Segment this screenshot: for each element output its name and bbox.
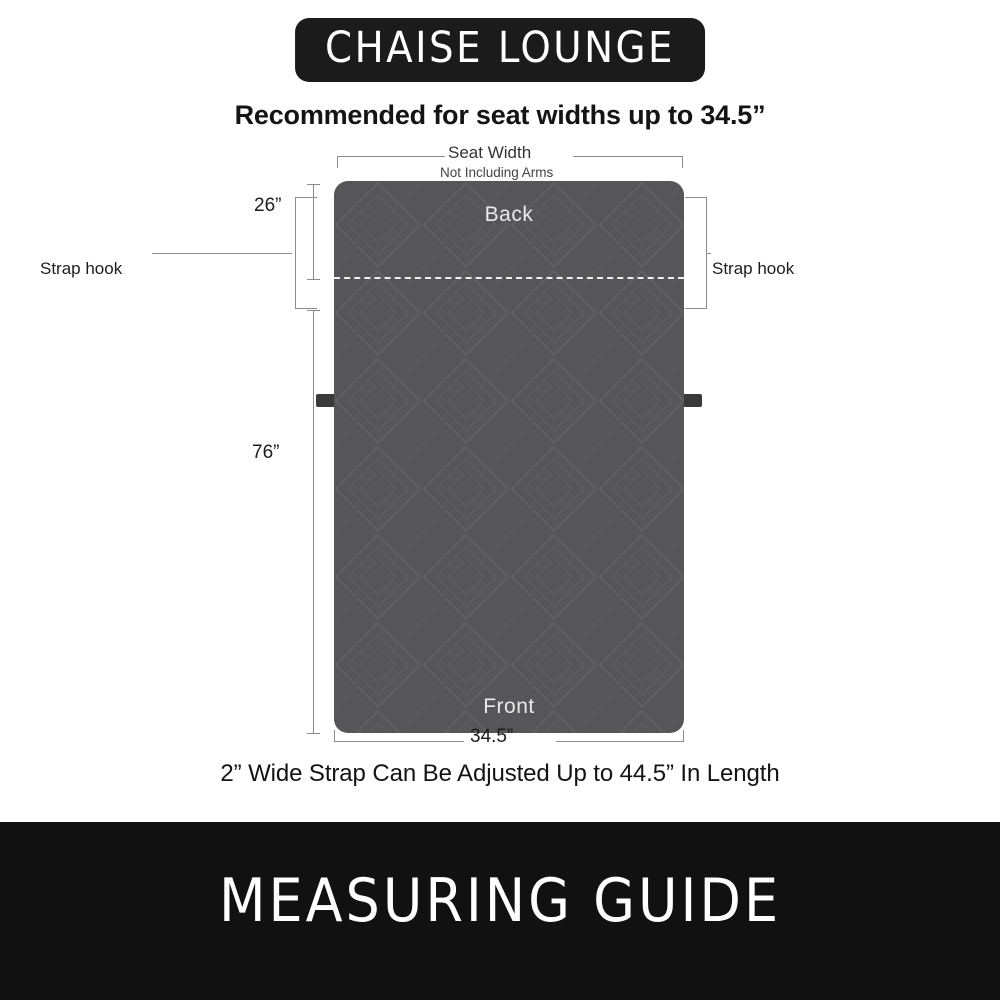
strap-hook-leader-left: [152, 253, 292, 254]
seat-width-bracket-left: [337, 156, 445, 157]
page-title: CHAISE LOUNGE: [325, 23, 675, 73]
dimension-cap-bottom: [307, 279, 320, 280]
bracket-arm-bottom: [685, 308, 707, 309]
dimension-cap-top: [307, 310, 320, 311]
strap-hook-label-left: Strap hook: [40, 259, 123, 278]
seat-width-bracket-right: [573, 156, 683, 157]
back-fold-dashed-line: [334, 277, 684, 279]
back-height-dimension-label: 26”: [254, 195, 282, 216]
cover-back-label: Back: [484, 203, 534, 226]
bracket-arm-top: [685, 197, 707, 198]
length-dimension-line: [313, 310, 314, 734]
dimension-cap-top: [307, 184, 320, 185]
title-pill: [295, 18, 705, 82]
length-dimension-label: 76”: [252, 442, 280, 463]
chaise-lounge-cover: [334, 181, 684, 733]
quilt-pattern-icon: [334, 181, 684, 733]
strap-hook-leader-right: [707, 253, 711, 254]
width-tick-right: [683, 730, 684, 742]
banner-title: MEASURING GUIDE: [218, 866, 782, 936]
width-tick-left: [334, 730, 335, 742]
strap-footnote: 2” Wide Strap Can Be Adjusted Up to 44.5” In Length: [220, 760, 780, 787]
strap-hook-label-right: Strap hook: [712, 259, 795, 278]
cover-front-label: Front: [483, 695, 535, 718]
dimension-cap-bottom: [307, 733, 320, 734]
seat-width-label: Seat Width: [448, 143, 532, 162]
seat-width-sublabel: Not Including Arms: [440, 165, 554, 180]
width-bracket-left: [334, 741, 464, 742]
bracket-arm-top: [295, 197, 317, 198]
strap-hook-bracket-left: [295, 197, 296, 309]
width-bracket-right: [556, 741, 684, 742]
product-diagram: [0, 140, 1000, 760]
width-dimension-label: 34.5”: [470, 726, 514, 747]
recommendation-subtitle: Recommended for seat widths up to 34.5”: [234, 100, 766, 130]
bottom-banner: [0, 822, 1000, 1000]
seat-width-tick-right: [682, 156, 683, 168]
seat-width-tick-left: [337, 156, 338, 168]
back-height-dimension-line: [313, 184, 314, 280]
bracket-arm-bottom: [295, 308, 317, 309]
